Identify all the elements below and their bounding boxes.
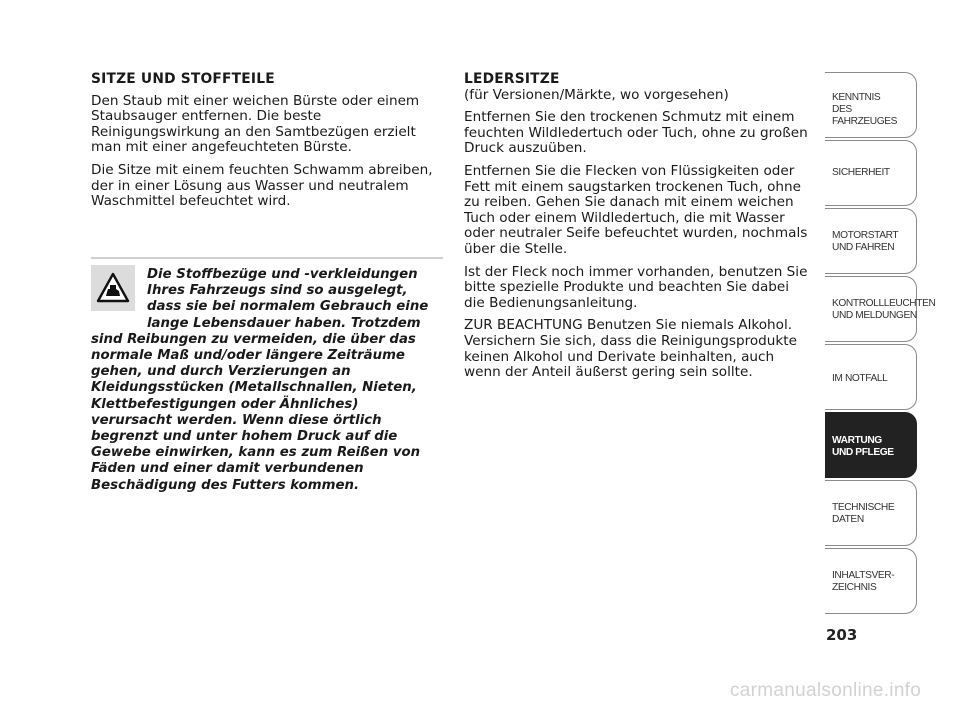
tab-label: KENNTNIS DES FAHRZEUGES <box>832 92 898 127</box>
tab-label: INHALTSVER- ZEICHNIS <box>832 570 895 593</box>
paragraph: Ist der Fleck noch immer vorhanden, benutzen Sie bitte spezielle Produkte und beachten Sie dabei die Bedienungsanleitung. <box>464 263 808 311</box>
tab-motorstart-und-fahren[interactable] <box>825 208 917 274</box>
watermark: carmanualsonline.info <box>730 680 922 701</box>
tab-wartung-und-pflege[interactable] <box>825 412 917 478</box>
tab-label: WARTUNG UND PFLEGE <box>832 435 894 458</box>
section-heading-seats-fabric: SITZE UND STOFFTEILE <box>91 71 275 87</box>
tab-kontrollleuchten-und-meldungen[interactable] <box>825 276 936 342</box>
tab-label: SICHERHEIT <box>832 167 890 178</box>
warning-text: Die Stoffbezüge und -verkleidungen Ihres Fahrzeugs sind so ausgelegt, dass sie bei normalem Gebrauch eine lange Lebensdauer haben. Trotzdem sind Reibungen zu vermeiden, die über das normale Maß und/oder längere Zeiträume gehen, und durch Verzierungen an Kleidungsstücken (Metallschnallen, Nieten, Klettbefestigungen oder Ähnliches) verursacht werden. Wenn diese örtlich begrenzt und unter hohem Druck auf die Gewebe einwirken, kann es zum Reißen von Fäden und einer damit verbundenen Beschädigung des Futters kommen. <box>91 267 429 493</box>
paragraph: Den Staub mit einer weichen Bürste oder einem Staubsauger entfernen. Die beste Reinigungswirkung an den Samtbezügen erzielt man mit einer angefeuchteten Bürste. <box>91 92 420 156</box>
tab-technische-daten[interactable] <box>825 480 917 546</box>
right-column <box>464 72 814 388</box>
paragraph: Entfernen Sie den trockenen Schmutz mit einem feuchten Wildledertuch oder Tuch, ohne zu großen Druck auszuüben. <box>464 109 808 157</box>
tab-inhaltsverzeichnis[interactable] <box>825 548 917 614</box>
tab-label: KONTROLLLEUCHTEN UND MELDUNGEN <box>832 298 936 321</box>
tab-sicherheit[interactable] <box>825 140 917 206</box>
tab-label: TECHNISCHE DATEN <box>832 502 895 525</box>
page-number: 203 <box>826 626 858 644</box>
warning-divider <box>91 257 443 259</box>
tab-label: IM NOTFALL <box>832 373 888 384</box>
paragraph: ZUR BEACHTUNG Benutzen Sie niemals Alkohol. Versichern Sie sich, dass die Reinigungsprodukte keinen Alkohol und Derivate beinhalten, auch wenn der Anteil äußerst gering sein sollte. <box>464 317 797 381</box>
paragraph: Entfernen Sie die Flecken von Flüssigkeiten oder Fett mit einem saugstarken trockenen Tuch, ohne zu reiben. Gehen Sie danach mit einem weichen Tuch oder einem Wildledertuch, die mit Wasser oder neutraler Seife befeuchtet wurden, nochmals über die Stelle. <box>464 162 808 257</box>
left-column <box>91 72 443 217</box>
tab-kenntnis-des-fahrzeuges[interactable] <box>825 72 917 138</box>
tab-label: MOTORSTART UND FAHREN <box>832 230 899 253</box>
paragraph: Die Sitze mit einem feuchten Schwamm abreiben, der in einer Lösung aus Wasser und neutralem Waschmittel befeuchtet wird. <box>91 161 433 210</box>
section-heading-leather-seats: LEDERSITZE <box>464 71 560 87</box>
tab-im-notfall[interactable] <box>825 344 917 410</box>
section-subtitle: (für Versionen/Märkte, wo vorgesehen) <box>464 86 729 103</box>
